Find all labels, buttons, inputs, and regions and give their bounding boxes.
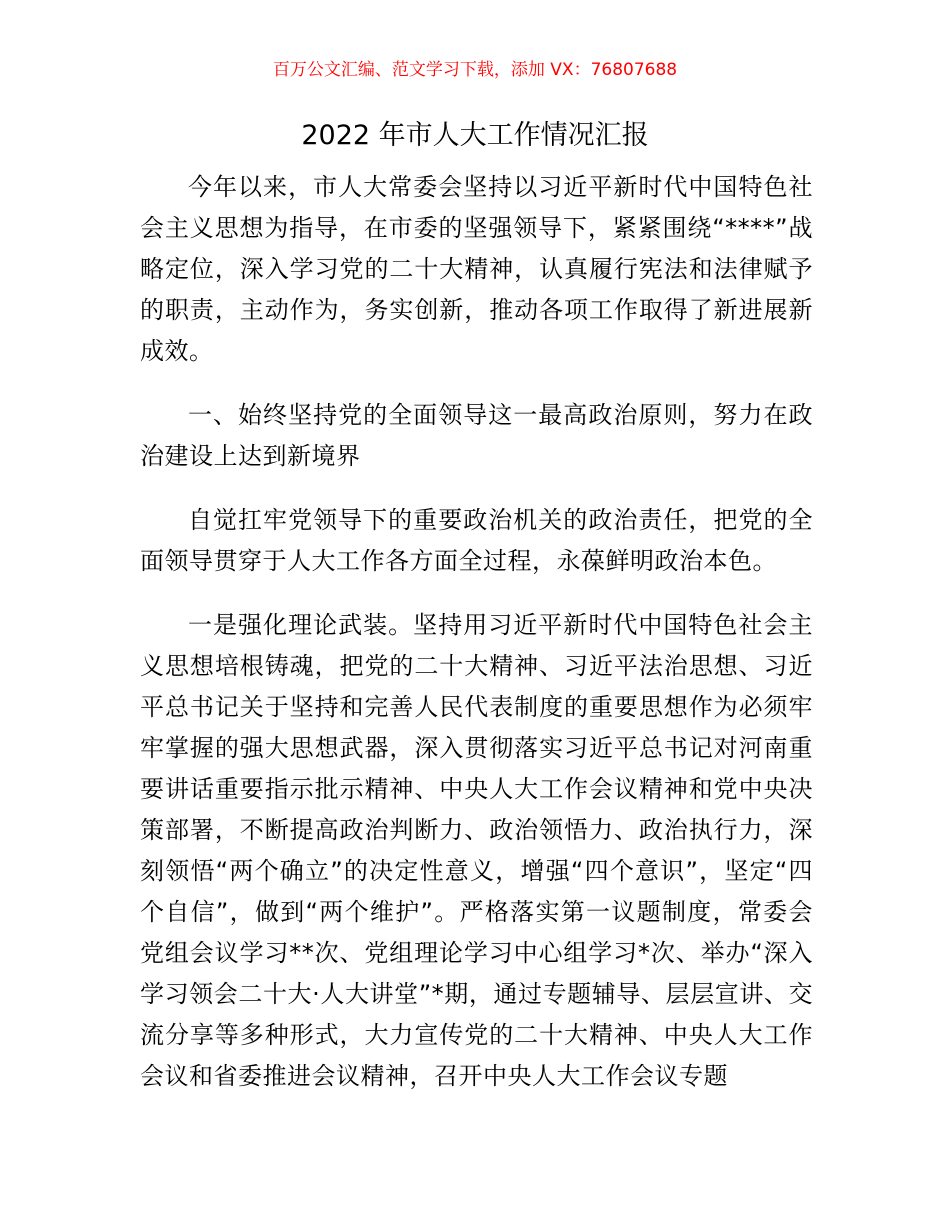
paragraph-section-1-summary: 自觉扛牢党领导下的重要政治机关的政治责任，把党的全面领导贯穿于人大工作各方面全过程，永葆鲜明政治本色。 [140, 506, 813, 575]
watermark-header: 百万公文汇编、范文学习下载，添加 VX：76807688 [272, 60, 678, 80]
paragraph-theory-study: 一是强化理论武装。坚持用习近平新时代中国特色社会主义思想培根铸魂，把党的二十大精神、习近平法治思想、习近平总书记关于坚持和完善人民代表制度的重要思想作为必须牢牢掌握的强大思想武器，深入贯彻落实习近平总书记对河南重要讲话重要指示批示精神、中央人大工作会议精神和党中央决策部署，不断提高政治判断力、政治领悟力、政治执行力，深刻领悟“两个确立”的决定性意义，增强“四个意识”，坚定“四个自信”，做到“两个维护”。严格落实第一议题制度，常委会党组会议学习**次、党组理论学习中心组学习*次、举办“深入学习领会二十大·人大讲堂”*期，通过专题辅导、层层宣讲、交流分享等多种形式，大力宣传党的二十大精神、中央人大工作会议和省委推进会议精神，召开中央人大工作会议专题 [140, 611, 813, 1090]
paragraph-intro: 今年以来，市人大常委会坚持以习近平新时代中国特色社会主义思想为指导，在市委的坚强领导下，紧紧围绕“****”战略定位，深入学习党的二十大精神，认真履行宪法和法律赋予的职责，主动作为，务实创新，推动各项工作取得了新进展新成效。 [140, 173, 813, 365]
document-body [140, 167, 813, 1097]
document-title: 2022 年市人大工作情况汇报 [301, 120, 649, 151]
section-heading-1: 一、始终坚持党的全面领导这一最高政治原则，努力在政治建设上达到新境界 [140, 401, 813, 470]
